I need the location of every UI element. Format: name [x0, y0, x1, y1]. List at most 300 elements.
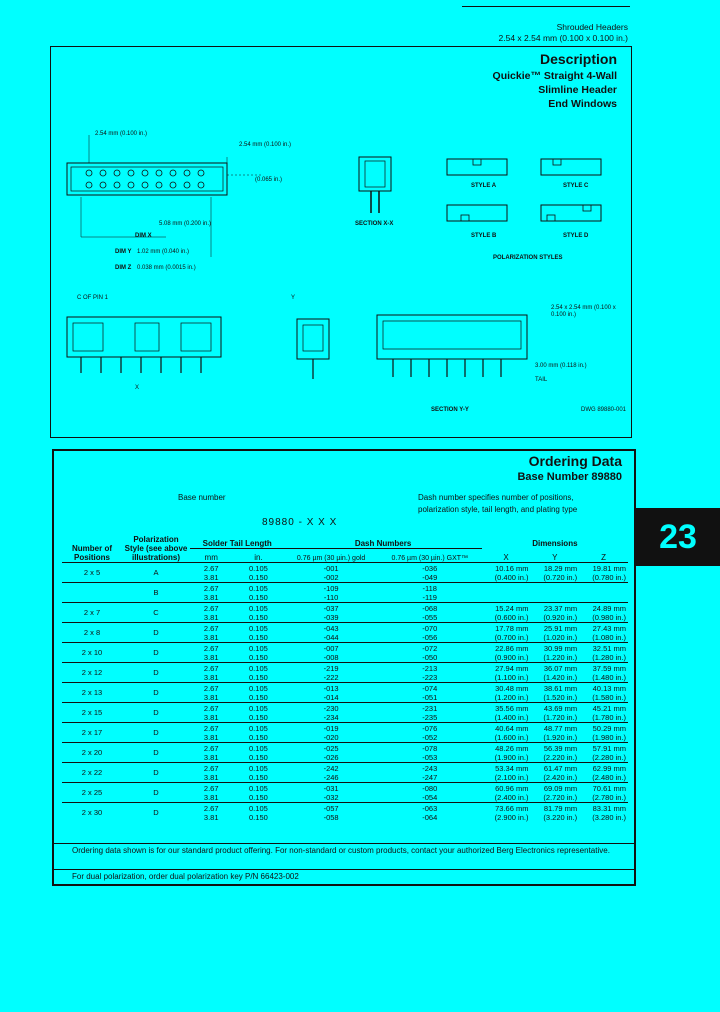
cell-z — [579, 683, 628, 703]
cell-gold-line: -020 — [323, 732, 339, 742]
cell-gold — [284, 783, 377, 803]
cell-y-line: 25.91 mm — [543, 623, 578, 633]
cell-z — [579, 663, 628, 683]
table-row — [62, 743, 628, 763]
cell-y-line: (3.220 in.) — [543, 812, 578, 822]
cell-y-line: 30.99 mm — [543, 643, 578, 653]
top-right-label: 2.54 x 2.54 mm (0.100 x 0.100 in.) — [551, 305, 616, 318]
cell-in-line: 0.150 — [249, 732, 268, 742]
cell-y-line: 48.77 mm — [543, 723, 578, 733]
cell-mm-line: 2.67 — [203, 563, 219, 573]
cell-gxt-line: -213 — [422, 663, 438, 673]
header-line-1: Shrouded Headers — [556, 22, 628, 32]
cell-gxt-line: -235 — [422, 712, 438, 722]
cell-mm-line: 2.67 — [203, 703, 219, 713]
table-row — [62, 643, 628, 663]
cell-gold-line: -025 — [323, 743, 339, 753]
cell-mm — [190, 743, 232, 763]
cell-z-line: (1.580 in.) — [592, 692, 626, 702]
footnote-standard: Ordering data shown is for our standard product offering. For non-standard or custom products, contact your authorized Berg Electronics representative. — [54, 843, 634, 857]
dim-y-value: 1.02 mm (0.040 in.) — [137, 249, 190, 255]
cell-y-line: (1.420 in.) — [543, 672, 578, 682]
description-panel — [50, 46, 632, 438]
cell-mm-line: 3.81 — [203, 592, 219, 602]
cell-in-line: 0.150 — [249, 772, 268, 782]
cell-y-line: (0.920 in.) — [543, 612, 578, 622]
x-marker: X — [135, 385, 140, 391]
cell-in — [232, 643, 284, 663]
table-row — [62, 583, 628, 603]
cell-gxt-line: -050 — [422, 652, 438, 662]
cell-gold-line: -002 — [323, 572, 339, 582]
cell-gxt-line: -072 — [422, 643, 438, 653]
cell-y-line: 36.07 mm — [543, 663, 578, 673]
cell-style: B — [153, 588, 159, 597]
cell-gold — [284, 623, 377, 643]
cell-style: D — [153, 728, 159, 737]
table-row — [62, 803, 628, 823]
cell-in-line: 0.105 — [249, 783, 268, 793]
cell-z — [579, 803, 628, 823]
cell-mm-line: 3.81 — [203, 692, 219, 702]
cell-x-line: (1.400 in.) — [494, 712, 529, 722]
dash-note-2: polarization style, tail length, and plating type — [418, 505, 578, 514]
cell-style: D — [153, 628, 159, 637]
cell-positions: 2 x 7 — [83, 608, 101, 617]
cell-x — [482, 783, 531, 803]
cell-y — [530, 783, 579, 803]
section-yy-drawing — [373, 301, 553, 401]
cell-mm — [190, 783, 232, 803]
cell-gxt-line: -247 — [422, 772, 438, 782]
cell-gxt — [378, 703, 482, 723]
cell-gxt-line: -056 — [422, 632, 438, 642]
cell-gxt-line: -070 — [422, 623, 438, 633]
dim-y-label: DIM Y — [115, 249, 132, 255]
cell-gold-line: -219 — [323, 663, 339, 673]
cell-style: D — [153, 708, 159, 717]
cell-gold-line: -032 — [323, 792, 339, 802]
cell-in-line: 0.150 — [249, 692, 268, 702]
cell-z-line: (1.280 in.) — [592, 652, 626, 662]
cell-x-line: (1.600 in.) — [494, 732, 529, 742]
cell-mm-line: 3.81 — [203, 812, 219, 822]
cell-gxt — [378, 783, 482, 803]
cell-x — [482, 583, 531, 603]
cell-y — [530, 703, 579, 723]
cell-gxt — [378, 723, 482, 743]
col-polarization: Polarization Style (see above illustrations) — [124, 535, 188, 562]
table-row — [62, 563, 628, 583]
cell-mm-line: 3.81 — [203, 752, 219, 762]
cell-x — [482, 623, 531, 643]
cell-in-line: 0.150 — [249, 652, 268, 662]
col-gold: 0.76 µm (30 µin.) gold — [296, 555, 366, 562]
cell-x-line: 35.56 mm — [495, 703, 529, 713]
description-subtitle — [493, 69, 617, 111]
table-row — [62, 723, 628, 743]
cell-x-line: (2.400 in.) — [494, 792, 529, 802]
cell-gold-line: -230 — [323, 703, 339, 713]
cell-mm-line: 2.67 — [203, 583, 219, 593]
cell-mm-line: 2.67 — [203, 803, 219, 813]
ordering-panel — [52, 449, 636, 886]
cell-mm-line: 3.81 — [203, 672, 219, 682]
dim-x-label: DIM X — [135, 233, 152, 239]
table-row — [62, 663, 628, 683]
cell-x-line: 15.24 mm — [495, 603, 529, 613]
cell-in-line: 0.105 — [249, 583, 268, 593]
cell-in — [232, 623, 284, 643]
cell-z — [579, 723, 628, 743]
cell-z — [579, 703, 628, 723]
description-title: Description — [539, 51, 617, 67]
cell-z-line: (3.280 in.) — [592, 812, 626, 822]
cell-gold — [284, 763, 377, 783]
c-of-pin1-label: C OF PIN 1 — [77, 295, 109, 301]
cell-mm — [190, 663, 232, 683]
cell-y-line: 18.29 mm — [543, 563, 578, 573]
cell-gxt-line: -076 — [422, 723, 438, 733]
cell-gxt — [378, 743, 482, 763]
cell-mm-line: 3.81 — [203, 572, 219, 582]
cell-positions: 2 x 15 — [81, 708, 103, 717]
cell-y-line: (1.220 in.) — [543, 652, 578, 662]
cell-in-line: 0.105 — [249, 563, 268, 573]
cell-in — [232, 683, 284, 703]
cell-gxt — [378, 563, 482, 583]
cell-gold — [284, 583, 377, 603]
cell-in-line: 0.105 — [249, 683, 268, 693]
cell-gxt-line: -080 — [422, 783, 438, 793]
cell-x-line: (2.100 in.) — [494, 772, 529, 782]
cell-x-line: 10.16 mm — [495, 563, 529, 573]
cell-gxt-line: -051 — [422, 692, 438, 702]
col-dimensions: Dimensions — [532, 539, 578, 549]
cell-y — [530, 803, 579, 823]
cell-z-line: 24.89 mm — [592, 603, 626, 613]
cell-gxt-line: -055 — [422, 612, 438, 622]
cell-gold-line: -031 — [323, 783, 339, 793]
table-row — [62, 623, 628, 643]
cell-y-line: 61.47 mm — [543, 763, 578, 773]
col-x: X — [503, 553, 509, 562]
cell-mm — [190, 563, 232, 583]
col-solder-tail: Solder Tail Length — [190, 535, 284, 548]
cell-gxt-line: -068 — [422, 603, 438, 613]
cell-y-line: (0.720 in.) — [543, 572, 578, 582]
cell-in-line: 0.150 — [249, 632, 268, 642]
table-row — [62, 603, 628, 623]
cell-y-line: (2.720 in.) — [543, 792, 578, 802]
cell-gold-line: -234 — [323, 712, 339, 722]
ordering-table — [62, 535, 628, 822]
cell-in-line: 0.105 — [249, 743, 268, 753]
cell-x-line: (0.400 in.) — [494, 572, 529, 582]
cell-gxt — [378, 683, 482, 703]
cell-gold-line: -007 — [323, 643, 339, 653]
cell-mm-line: 2.67 — [203, 683, 219, 693]
cell-z-line: (1.980 in.) — [592, 732, 626, 742]
cell-gold — [284, 683, 377, 703]
cell-in — [232, 663, 284, 683]
cell-y — [530, 623, 579, 643]
cell-gxt-line: -049 — [422, 572, 438, 582]
table-row — [62, 763, 628, 783]
cell-y-line: 38.61 mm — [543, 683, 578, 693]
end-view-drawing — [291, 315, 341, 385]
cell-gxt-line: -063 — [422, 803, 438, 813]
cell-style: D — [153, 788, 159, 797]
cell-mm — [190, 703, 232, 723]
cell-x — [482, 643, 531, 663]
cell-style: D — [153, 668, 159, 677]
cell-positions: 2 x 10 — [81, 648, 103, 657]
cell-z-line: 37.59 mm — [592, 663, 626, 673]
cell-z — [579, 643, 628, 663]
cell-in-line: 0.105 — [249, 723, 268, 733]
cell-z-line: 40.13 mm — [592, 683, 626, 693]
cell-positions: 2 x 30 — [81, 808, 103, 817]
col-dash-numbers: Dash Numbers — [284, 535, 481, 548]
cell-positions: 2 x 20 — [81, 748, 103, 757]
cell-gold-line: -043 — [323, 623, 339, 633]
cell-x-line: 48.26 mm — [495, 743, 529, 753]
cell-z-line: 50.29 mm — [592, 723, 626, 733]
cell-in-line: 0.150 — [249, 712, 268, 722]
col-in: in. — [254, 553, 263, 562]
cell-mm-line: 2.67 — [203, 743, 219, 753]
cell-x-line: 17.78 mm — [495, 623, 529, 633]
cell-gold-line: -222 — [323, 672, 339, 682]
cell-y-line: (1.920 in.) — [543, 732, 578, 742]
ordering-table-body — [62, 563, 628, 823]
cell-gxt — [378, 643, 482, 663]
style-b-label: STYLE B — [471, 233, 497, 239]
cell-y-line: (1.020 in.) — [543, 632, 578, 642]
dim-z-value: 0.038 mm (0.0015 in.) — [137, 265, 196, 271]
cell-y — [530, 603, 579, 623]
cell-x — [482, 743, 531, 763]
cell-mm — [190, 803, 232, 823]
cell-z — [579, 783, 628, 803]
col-z: Z — [601, 553, 607, 562]
cell-mm-line: 3.81 — [203, 732, 219, 742]
cell-gold — [284, 643, 377, 663]
cell-x — [482, 763, 531, 783]
cell-z-line: 27.43 mm — [592, 623, 626, 633]
cell-y-line: (2.420 in.) — [543, 772, 578, 782]
cell-mm-line: 3.81 — [203, 632, 219, 642]
section-xx-label: SECTION X-X — [355, 221, 394, 227]
cell-z-line: 45.21 mm — [592, 703, 626, 713]
cell-x — [482, 663, 531, 683]
cell-x-line: (1.900 in.) — [494, 752, 529, 762]
cell-gxt — [378, 803, 482, 823]
cell-z-line: 57.91 mm — [592, 743, 626, 753]
cell-in — [232, 583, 284, 603]
cell-mm-line: 2.67 — [203, 663, 219, 673]
cell-x-line: 30.48 mm — [495, 683, 529, 693]
cell-x-line: (1.200 in.) — [494, 692, 529, 702]
section-xx-drawing — [351, 147, 411, 227]
top-rule — [462, 6, 630, 7]
cell-gold — [284, 743, 377, 763]
cell-z — [579, 603, 628, 623]
cell-z-line: (0.780 in.) — [592, 572, 626, 582]
cell-x — [482, 683, 531, 703]
cell-in-line: 0.105 — [249, 703, 268, 713]
cell-z-line: 19.81 mm — [592, 563, 626, 573]
cell-y — [530, 723, 579, 743]
cell-gold-line: -001 — [323, 563, 339, 573]
cell-z-line: (2.480 in.) — [592, 772, 626, 782]
cell-mm-line: 2.67 — [203, 783, 219, 793]
cell-gold-line: -037 — [323, 603, 339, 613]
cell-gold-line: -057 — [323, 803, 339, 813]
cell-gold-line: -013 — [323, 683, 339, 693]
cell-z-line: (2.780 in.) — [592, 792, 626, 802]
dim-z-label: DIM Z — [115, 265, 132, 271]
cell-gold-line: -014 — [323, 692, 339, 702]
cell-x-line: (1.100 in.) — [494, 672, 529, 682]
cell-y-line: (1.720 in.) — [543, 712, 578, 722]
footnote-dual-polarization: For dual polarization, order dual polarization key P/N 66423-002 — [54, 869, 634, 883]
header-line-2: 2.54 x 2.54 mm (0.100 x 0.100 in.) — [498, 33, 628, 43]
cell-z-line: (0.980 in.) — [592, 612, 626, 622]
cell-x — [482, 603, 531, 623]
len-right-label: 3.00 mm (0.118 in.) — [535, 363, 587, 369]
cell-z-line: 62.99 mm — [592, 763, 626, 773]
side-view-drawing — [61, 297, 231, 387]
cell-y — [530, 743, 579, 763]
polarization-styles-label: POLARIZATION STYLES — [493, 255, 563, 261]
cell-gold — [284, 703, 377, 723]
cell-gxt-line: -052 — [422, 732, 438, 742]
cell-mm — [190, 583, 232, 603]
pitch-right-label: 2.54 mm (0.100 in.) — [239, 142, 292, 148]
cell-gxt-line: -064 — [422, 812, 438, 822]
cell-gxt-line: -243 — [422, 763, 438, 773]
cell-gxt-line: -231 — [422, 703, 438, 713]
cell-gold — [284, 563, 377, 583]
cell-y-line: 23.37 mm — [543, 603, 578, 613]
cell-mm-line: 2.67 — [203, 603, 219, 613]
cell-y-line: 69.09 mm — [543, 783, 578, 793]
cell-in — [232, 783, 284, 803]
cell-x-line: (2.900 in.) — [494, 812, 529, 822]
subtitle-line-2: Slimline Header — [538, 84, 617, 96]
cell-mm-line: 3.81 — [203, 652, 219, 662]
col-y: Y — [552, 553, 558, 562]
ordering-title: Ordering Data — [528, 453, 622, 469]
cell-in-line: 0.150 — [249, 792, 268, 802]
cell-style: D — [153, 808, 159, 817]
cell-y — [530, 683, 579, 703]
cell-gxt-line: -223 — [422, 672, 438, 682]
cell-in-line: 0.150 — [249, 672, 268, 682]
cell-gold-line: -026 — [323, 752, 339, 762]
cell-x-line: 22.86 mm — [495, 643, 529, 653]
cell-z-line: (1.080 in.) — [592, 632, 626, 642]
cell-mm — [190, 643, 232, 663]
col-gxt: 0.76 µm (30 µin.) GXT™ — [391, 555, 469, 562]
cell-gxt-line: -053 — [422, 752, 438, 762]
cell-x-line: (0.600 in.) — [494, 612, 529, 622]
cell-x-line: 73.66 mm — [495, 803, 529, 813]
cell-in — [232, 563, 284, 583]
cell-gxt-line: -074 — [422, 683, 438, 693]
cell-y — [530, 643, 579, 663]
cell-style: C — [153, 608, 159, 617]
table-row — [62, 783, 628, 803]
cell-x-line: (0.700 in.) — [494, 632, 529, 642]
cell-in — [232, 803, 284, 823]
cell-mm — [190, 683, 232, 703]
cell-mm — [190, 603, 232, 623]
cell-gold-line: -110 — [323, 592, 339, 602]
cell-y — [530, 563, 579, 583]
cell-z — [579, 763, 628, 783]
cell-mm — [190, 763, 232, 783]
y-marker: Y — [291, 295, 296, 301]
subtitle-line-1: Quickie™ Straight 4-Wall — [492, 70, 617, 82]
cell-in — [232, 603, 284, 623]
cell-gold-line: -044 — [323, 632, 339, 642]
cell-z-line: (2.280 in.) — [592, 752, 626, 762]
width-label: 5.08 mm (0.200 in.) — [159, 221, 212, 227]
cell-positions: 2 x 12 — [81, 668, 103, 677]
cell-mm-line: 2.67 — [203, 643, 219, 653]
cell-positions: 2 x 8 — [83, 628, 101, 637]
cell-gxt — [378, 763, 482, 783]
cell-positions: 2 x 25 — [81, 788, 103, 797]
section-yy-label: SECTION Y-Y — [431, 407, 469, 413]
cell-in-line: 0.150 — [249, 612, 268, 622]
cell-gold — [284, 663, 377, 683]
cell-in-line: 0.105 — [249, 803, 268, 813]
cell-in — [232, 723, 284, 743]
cell-in — [232, 763, 284, 783]
cell-z — [579, 563, 628, 583]
cell-in-line: 0.105 — [249, 623, 268, 633]
cell-z-line: 83.31 mm — [592, 803, 626, 813]
section-tab: 23 — [636, 508, 720, 566]
tail-label: TAIL — [535, 377, 548, 383]
cell-gold-line: -019 — [323, 723, 339, 733]
cell-z — [579, 743, 628, 763]
cell-gold-line: -109 — [323, 583, 339, 593]
cell-style: A — [153, 568, 159, 577]
cell-y — [530, 663, 579, 683]
cell-y-line: 56.39 mm — [543, 743, 578, 753]
cell-in — [232, 703, 284, 723]
cell-positions: 2 x 5 — [83, 568, 101, 577]
col-mm: mm — [204, 553, 218, 562]
cell-in-line: 0.105 — [249, 603, 268, 613]
cell-mm-line: 3.81 — [203, 772, 219, 782]
cell-gold-line: -246 — [323, 772, 339, 782]
base-number-label: Base number — [178, 493, 226, 502]
cell-style: D — [153, 748, 159, 757]
cell-in-line: 0.105 — [249, 763, 268, 773]
col-positions: Number of Positions — [72, 544, 112, 562]
dim-right-label: (0.065 in.) — [255, 177, 283, 183]
cell-x — [482, 563, 531, 583]
cell-gxt-line: -119 — [422, 592, 437, 602]
cell-in-line: 0.150 — [249, 812, 268, 822]
cell-z-line: (1.480 in.) — [592, 672, 626, 682]
